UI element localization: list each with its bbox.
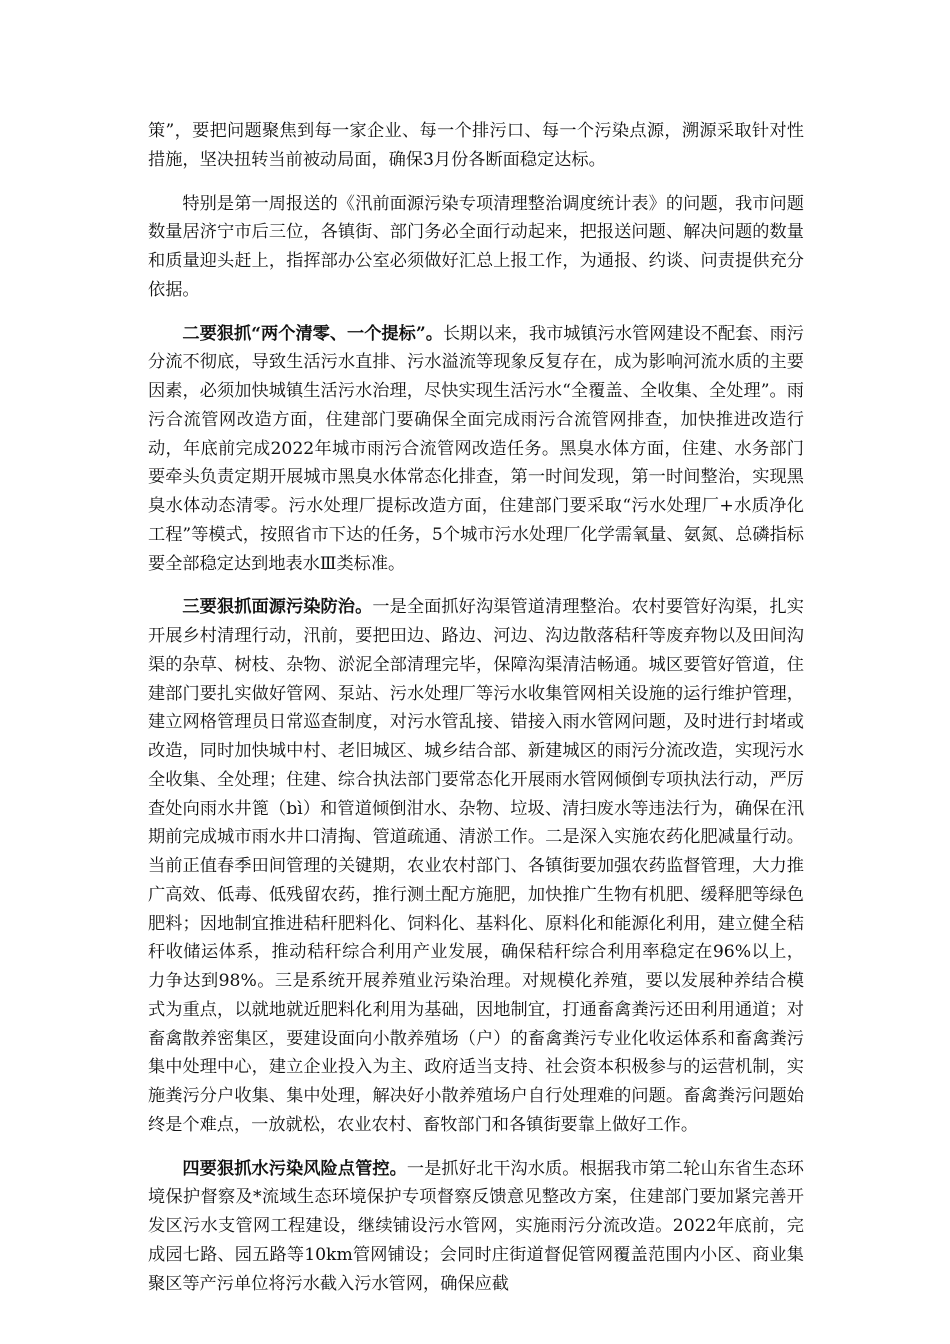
paragraph-5 xyxy=(148,1155,804,1299)
paragraph-3-heading: 二要狠抓“两个清零、一个提标”。 xyxy=(182,323,443,344)
paragraph-gap xyxy=(148,175,804,190)
paragraph-2 xyxy=(148,190,804,305)
paragraph-4-text: 一是全面抓好沟渠管道清理整治。农村要管好沟渠，扎实开展乡村清理行动，汛前，要把田边、路边、河边、沟边散落秸秆等废弃物以及田间沟渠的杂草、树枝、杂物、淤泥全部清理完毕，保障沟渠清洁畅通。城区要管好管道，住建部门要扎实做好管网、泵站、污水处理厂等污水收集管网相关设施的运行维护管理，建立网格管理员日常巡查制度，对污水管乱接、错接入雨水管网问题，及时进行封堵或改造，同时加快城中村、老旧城区、城乡结合部、新建城区的雨污分流改造，实现污水全收集、全处理；住建、综合执法部门要常态化开展雨水管网倾倒专项执法行动，严厉查处向雨水井篦（bì）和管道倾倒泔水、杂物、垃圾、清扫废水等违法行为，确保在汛期前完成城市雨水井口清掏、管道疏通、清淤工作。二是深入实施农药化肥减量行动。当前正值春季田间管理的关键期，农业农村部门、各镇街要加强农药监督管理，大力推广高效、低毒、低残留农药，推行测土配方施肥，加快推广生物有机肥、缓释肥等绿色肥料；因地制宜推进秸秆肥料化、饲料化、基料化、原料化和能源化利用，建立健全秸秆收储运体系，推动秸秆综合利用产业发展，确保秸秆综合利用率稳定在96%以上，力争达到98%。三是系统开展养殖业污染治理。对规模化养殖，要以发展种养结合模式为重点，以就地就近肥料化利用为基础，因地制宜，打通畜禽粪污还田利用通道；对畜禽散养密集区，要建设面向小散养殖场（户）的畜禽粪污专业化收运体系和畜禽粪污集中处理中心，建立企业投入为主、政府适当支持、社会资本积极参与的运营机制，实施粪污分户收集、集中处理，解决好小散养殖场户自行处理难的问题。畜禽粪污问题始终是个难点，一放就松，农业农村、畜牧部门和各镇街要靠上做好工作。 xyxy=(148,597,804,1135)
paragraph-4-heading: 三要狠抓面源污染防治。 xyxy=(182,597,373,618)
paragraph-5-text: 一是抓好北干沟水质。根据我市第二轮山东省生态环境保护督察及*流域生态环境保护专项督察反馈意见整改方案，住建部门要加紧完善开发区污水支管网工程建设，继续铺设污水管网，实施雨污分流改造。2022年底前，完成园七路、园五路等10km管网铺设；会同时庄街道督促管网覆盖范围内小区、商业集聚区等产污单位将污水截入污水管网，确保应截 xyxy=(148,1158,804,1294)
paragraph-3-text: 长期以来，我市城镇污水管网建设不配套、雨污分流不彻底，导致生活污水直排、污水溢流等现象反复存在，成为影响河流水质的主要因素，必须加快城镇生活污水治理，尽快实现生活污水“全覆盖、全收集、全处理”。雨污合流管网改造方面，住建部门要确保全面完成雨污合流管网排查，加快推进改造行动，年底前完成2022年城市雨污合流管网改造任务。黑臭水体方面，住建、水务部门要牵头负责定期开展城市黑臭水体常态化排查，第一时间发现，第一时间整治，实现黑臭水体动态清零。污水处理厂提标改造方面，住建部门要采取“污水处理厂+水质净化工程”等模式，按照省市下达的任务，5个城市污水处理厂化学需氧量、氨氮、总磷指标要全部稳定达到地表水Ⅲ类标准。 xyxy=(148,323,804,574)
document-body xyxy=(148,117,804,1298)
paragraph-1-text: 策”，要把问题聚焦到每一家企业、每一个排污口、每一个污染点源，溯源采取针对性措施，坚决扭转当前被动局面，确保3月份各断面稳定达标。 xyxy=(148,121,804,170)
paragraph-gap xyxy=(148,1140,804,1155)
paragraph-3 xyxy=(148,320,804,579)
paragraph-1 xyxy=(148,117,804,175)
paragraph-gap xyxy=(148,578,804,593)
paragraph-gap xyxy=(148,305,804,320)
paragraph-5-heading: 四要狠抓水污染风险点管控。 xyxy=(182,1158,407,1179)
paragraph-4 xyxy=(148,593,804,1139)
paragraph-2-text: 特别是第一周报送的《汛前面源污染专项清理整治调度统计表》的问题，我市问题数量居济宁市后三位，各镇街、部门务必全面行动起来，把报送问题、解决问题的数量和质量迎头赶上，指挥部办公室必须做好汇总上报工作，为通报、约谈、问责提供充分依据。 xyxy=(148,193,804,300)
